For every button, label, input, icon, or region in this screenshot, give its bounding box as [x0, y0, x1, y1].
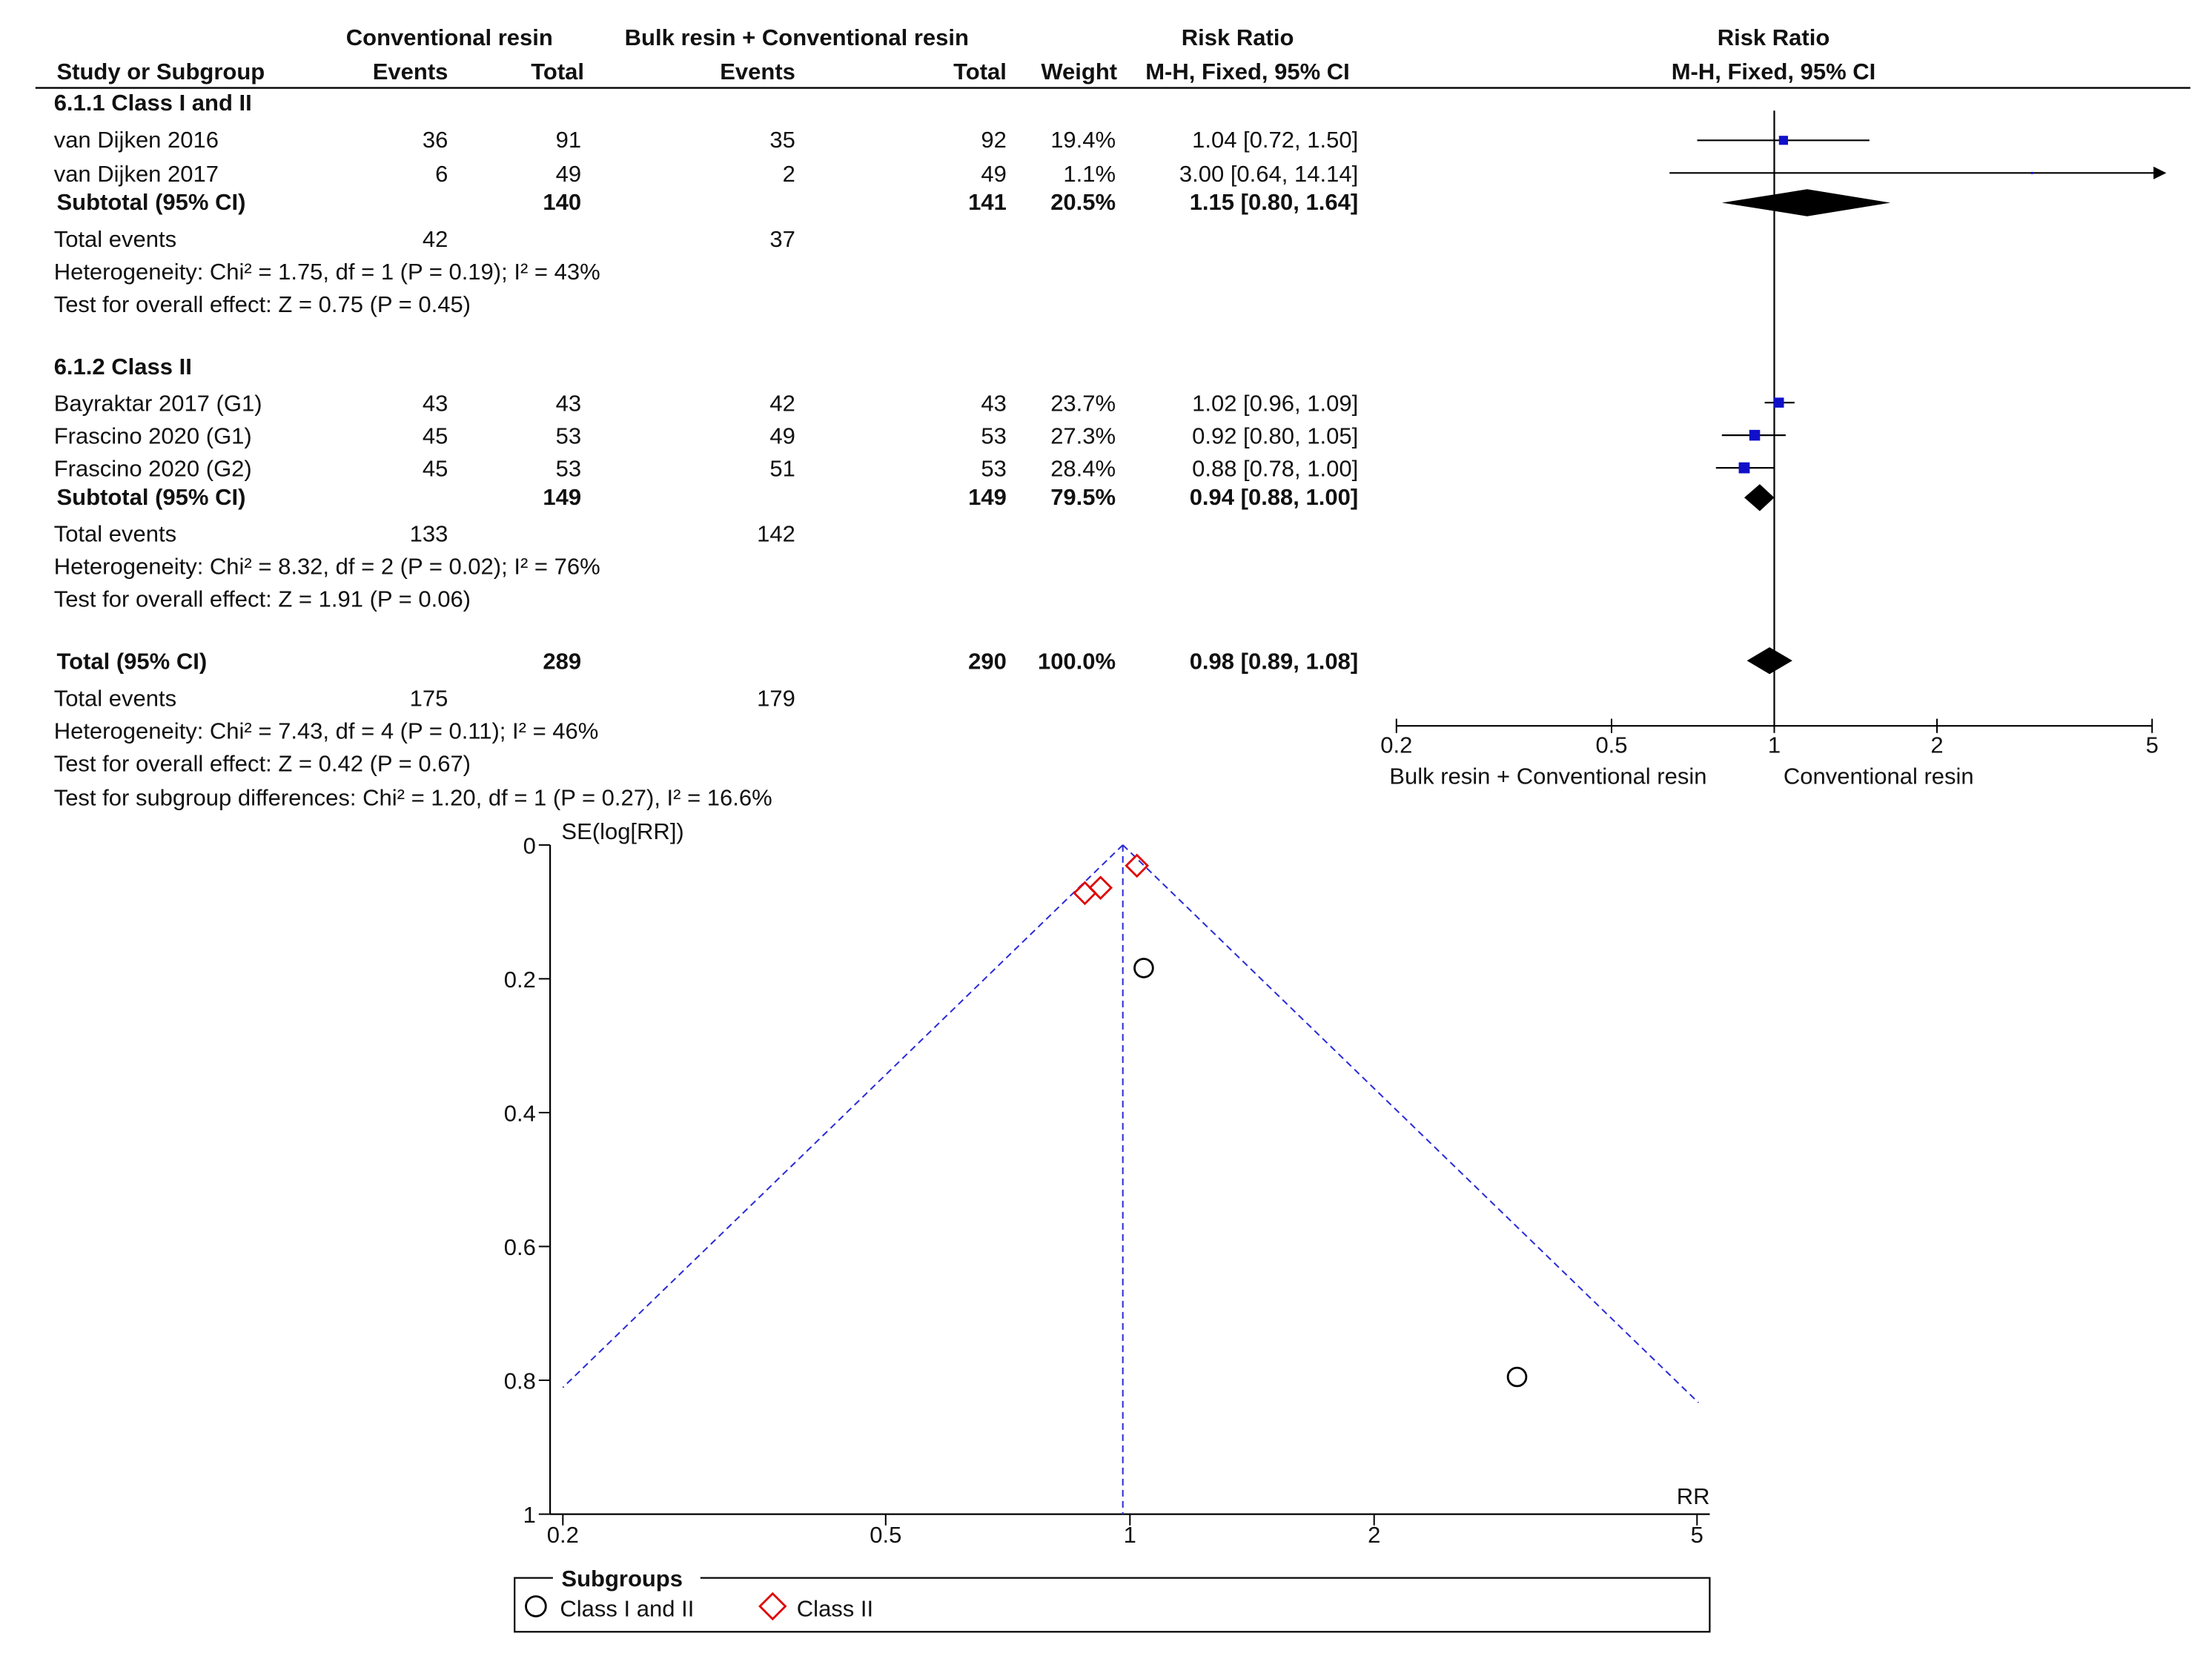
forest-x-tick-label: 0.5 — [1595, 732, 1628, 758]
study-column-header: Study or Subgroup — [56, 59, 265, 85]
study-row-2-2-weight: 27.3% — [1050, 423, 1116, 449]
funnel-x-tick-label: 1 — [1123, 1521, 1136, 1548]
funnel-y-tick-label: 0.2 — [503, 966, 536, 993]
total-events-row-label: Total events — [53, 225, 177, 252]
study-row-1-1-total2: 92 — [981, 126, 1007, 153]
legend-class2-label: Class II — [796, 1595, 874, 1622]
funnel-y-tick-label: 0.8 — [503, 1368, 536, 1394]
forest-study-5 — [1716, 463, 1775, 474]
forest-study-4 — [1722, 430, 1786, 441]
study-row-1-1-events1: 36 — [422, 126, 448, 153]
group2-header: Bulk resin + Conventional resin — [624, 24, 969, 51]
forest-study-2 — [1669, 167, 2166, 179]
plot-method-header: M-H, Fixed, 95% CI — [1671, 59, 1876, 85]
study-row-1-1-name: van Dijken 2016 — [53, 126, 219, 153]
subtotal-row-weight: 79.5% — [1050, 483, 1116, 510]
forest-plot — [1380, 110, 2166, 789]
total-heterogeneity-text: Heterogeneity: Chi² = 7.43, df = 4 (P = 0.11); I² = 46% — [53, 718, 599, 744]
study-row-2-3-weight: 28.4% — [1050, 455, 1116, 482]
effect-marker — [1774, 397, 1784, 408]
group1-header: Conventional resin — [345, 24, 553, 51]
legend-class1-label: Class I and II — [560, 1595, 695, 1622]
total-events-row-events2: 37 — [769, 225, 795, 252]
effect-marker — [1749, 430, 1761, 441]
heterogeneity-text: Heterogeneity: Chi² = 8.32, df = 2 (P = 0.02); I² = 76% — [53, 553, 600, 580]
rr-header: Risk Ratio — [1181, 24, 1294, 51]
funnel-y-tick-label: 0.6 — [503, 1234, 536, 1260]
total-row-weight: 100.0% — [1037, 648, 1116, 675]
total1-header: Total — [531, 59, 584, 85]
study-row-2-3-rr: 0.88 [0.78, 1.00] — [1192, 455, 1359, 482]
subgroup-title: 6.1.1 Class I and II — [53, 90, 252, 116]
funnel-y-tick-label: 1 — [523, 1502, 536, 1528]
subtotal-row-rr: 0.94 [0.88, 1.00] — [1189, 483, 1359, 510]
favours-left-label: Bulk resin + Conventional resin — [1389, 763, 1707, 789]
ci-arrow — [2153, 167, 2166, 179]
funnel-x-tick-label: 5 — [1690, 1521, 1703, 1548]
total-events-row-label: Total events — [53, 520, 177, 547]
total-row-rr: 0.98 [0.89, 1.08] — [1189, 648, 1359, 675]
series-class-i-and-ii — [1135, 959, 1526, 1386]
total2-header: Total — [953, 59, 1007, 85]
study-row-2-2-events2: 49 — [769, 423, 795, 449]
study-row-2-1-name: Bayraktar 2017 (G1) — [53, 390, 262, 417]
study-row-2-3-name: Frascino 2020 (G2) — [53, 455, 252, 482]
funnel-plot — [504, 818, 1710, 1548]
study-row-2-1-events1: 43 — [422, 390, 448, 417]
plot-header: Risk Ratio — [1717, 24, 1830, 51]
study-row-2-3-total1: 53 — [555, 455, 582, 482]
funnel-y-tick-label: 0.4 — [503, 1100, 536, 1127]
study-row-1-2-rr: 3.00 [0.64, 14.14] — [1179, 160, 1359, 187]
subtotal-row-total2: 149 — [968, 483, 1007, 510]
subtotal-row-label: Subtotal (95% CI) — [56, 189, 246, 216]
subgroup-title: 6.1.2 Class II — [53, 353, 192, 380]
funnel-point-diamond — [1126, 855, 1148, 877]
study-row-1-1-total1: 91 — [555, 126, 582, 153]
effect-marker — [1739, 463, 1750, 474]
forest-x-tick-label: 1 — [1767, 732, 1781, 758]
study-row-1-2-name: van Dijken 2017 — [53, 160, 219, 187]
subtotal-row-label: Subtotal (95% CI) — [56, 483, 246, 510]
study-row-2-1-rr: 1.02 [0.96, 1.09] — [1192, 390, 1359, 417]
study-row-2-1-events2: 42 — [769, 390, 795, 417]
effect-marker — [1779, 136, 1788, 145]
subtotal-row-total2: 141 — [968, 189, 1007, 216]
subtotal-row-rr: 1.15 [0.80, 1.64] — [1189, 189, 1359, 216]
subtotal-row-total1: 140 — [543, 189, 582, 216]
total-events-row-events2: 142 — [757, 520, 795, 547]
study-row-2-2-rr: 0.92 [0.80, 1.05] — [1192, 423, 1359, 449]
subgroup-2 — [54, 354, 1359, 612]
series-class-ii — [1074, 855, 1148, 904]
total-row-total1: 289 — [543, 648, 582, 675]
study-row-2-3-total2: 53 — [981, 455, 1007, 482]
study-row-1-2-events2: 2 — [782, 160, 795, 187]
subtotal-row-weight: 20.5% — [1050, 189, 1116, 216]
study-row-2-3-events1: 45 — [422, 455, 448, 482]
study-row-2-2-total1: 53 — [555, 423, 582, 449]
study-row-2-3-events2: 51 — [769, 455, 795, 482]
forest-study-3 — [1765, 397, 1795, 408]
total-events-label: Total events — [53, 685, 177, 712]
legend-title: Subgroups — [561, 1566, 683, 1592]
study-row-2-2-events1: 45 — [422, 423, 448, 449]
subgroup-1 — [54, 90, 1359, 317]
legend-circle-icon — [526, 1597, 546, 1617]
pooled-diamond-2 — [1744, 484, 1775, 511]
rr-method-header: M-H, Fixed, 95% CI — [1145, 59, 1350, 85]
forest-table — [36, 24, 2191, 810]
study-row-1-1-events2: 35 — [769, 126, 795, 153]
total-events-events1: 175 — [409, 685, 448, 712]
forest-study-1 — [1698, 136, 1870, 145]
forest-x-tick-label: 0.2 — [1380, 732, 1413, 758]
forest-x-tick-label: 5 — [2145, 732, 2159, 758]
funnel-x-tick-label: 2 — [1368, 1521, 1381, 1548]
study-row-1-2-total2: 49 — [981, 160, 1007, 187]
funnel-point-circle — [1508, 1368, 1526, 1386]
funnel-point-circle — [1135, 959, 1153, 978]
events2-header: Events — [720, 59, 795, 85]
total-row-label: Total (95% CI) — [56, 648, 208, 675]
funnel-limits — [563, 845, 1698, 1514]
study-row-1-1-rr: 1.04 [0.72, 1.50] — [1192, 126, 1359, 153]
study-row-1-1-weight: 19.4% — [1050, 126, 1116, 153]
total-block — [54, 649, 1359, 811]
pooled-diamond-1 — [1722, 189, 1890, 216]
overall-effect-text: Test for overall effect: Z = 1.91 (P = 0.06) — [53, 586, 471, 612]
total-overall-effect-text: Test for overall effect: Z = 0.42 (P = 0.67) — [53, 750, 471, 777]
lower-limit-line — [563, 845, 1122, 1388]
total-events-row-events1: 133 — [409, 520, 448, 547]
pooled-diamond-3 — [1747, 647, 1792, 674]
subtotal-row-total1: 149 — [543, 483, 582, 510]
study-row-1-2-events1: 6 — [435, 160, 448, 187]
total-row-total2: 290 — [968, 648, 1007, 675]
total-events-events2: 179 — [757, 685, 795, 712]
legend-diamond-icon — [760, 1594, 785, 1619]
funnel-legend — [514, 1563, 1709, 1632]
events1-header: Events — [372, 59, 448, 85]
funnel-y-tick-label: 0 — [523, 832, 536, 859]
forest-x-tick-label: 2 — [1930, 732, 1944, 758]
study-row-2-2-total2: 53 — [981, 423, 1007, 449]
funnel-x-tick-label: 0.5 — [870, 1521, 902, 1548]
total-events-row-events1: 42 — [422, 225, 448, 252]
study-row-1-2-weight: 1.1% — [1063, 160, 1116, 187]
heterogeneity-text: Heterogeneity: Chi² = 1.75, df = 1 (P = 0.19); I² = 43% — [53, 258, 600, 285]
study-row-2-2-name: Frascino 2020 (G1) — [53, 423, 252, 449]
weight-header: Weight — [1041, 59, 1118, 85]
upper-limit-line — [1123, 845, 1699, 1403]
study-row-2-1-total2: 43 — [981, 390, 1007, 417]
effect-marker — [2031, 172, 2033, 174]
funnel-x-tick-label: 0.2 — [546, 1521, 579, 1548]
funnel-y-label: SE(log[RR]) — [561, 818, 684, 845]
study-row-2-1-weight: 23.7% — [1050, 390, 1116, 417]
overall-effect-text: Test for overall effect: Z = 0.75 (P = 0.45) — [53, 291, 471, 317]
subgroup-differences-text: Test for subgroup differences: Chi² = 1.20, df = 1 (P = 0.27), I² = 16.6% — [53, 784, 772, 811]
favours-right-label: Conventional resin — [1783, 763, 1974, 789]
study-row-2-1-total1: 43 — [555, 390, 582, 417]
funnel-x-label: RR — [1676, 1483, 1710, 1510]
study-row-1-2-total1: 49 — [555, 160, 582, 187]
